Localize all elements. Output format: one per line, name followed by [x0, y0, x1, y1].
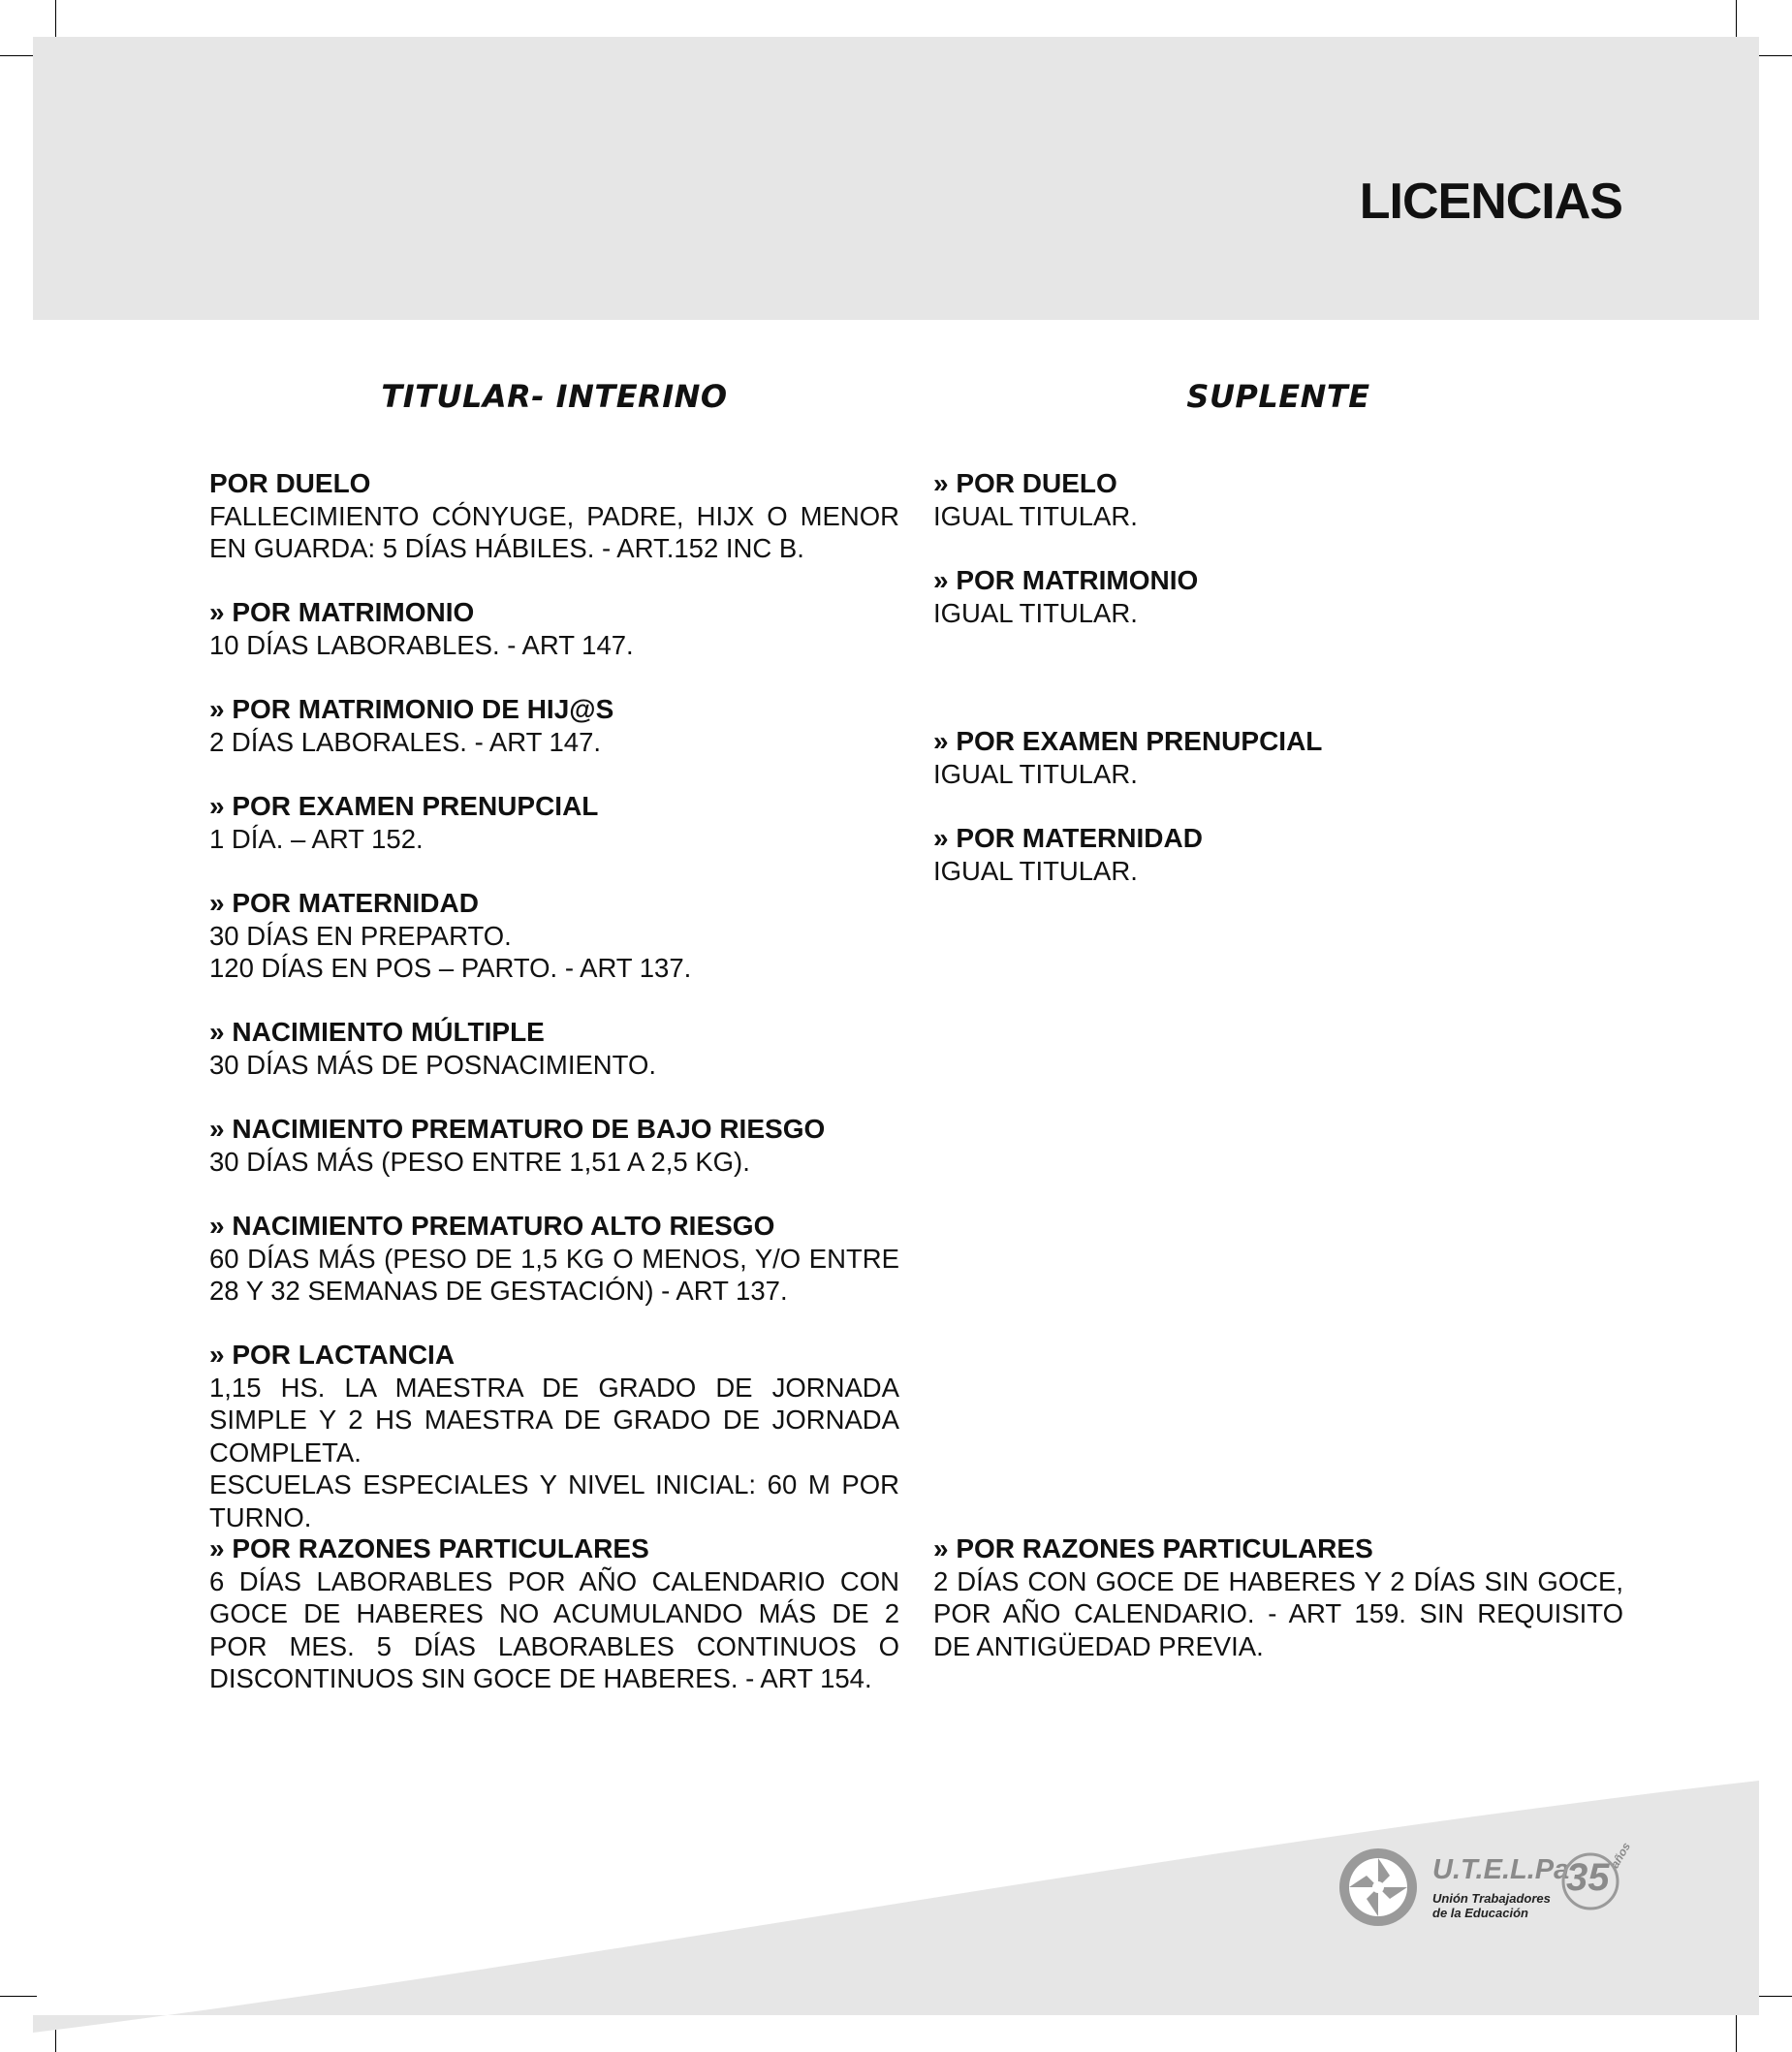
- entry-body: IGUAL TITULAR.: [933, 597, 1138, 628]
- entry-body: IGUAL TITULAR.: [933, 758, 1138, 789]
- entry-title: » POR EXAMEN PRENUPCIAL: [933, 726, 1323, 756]
- utelpa-emblem-icon: [1337, 1847, 1419, 1928]
- license-entry-por-lactancia: [209, 1339, 899, 1533]
- license-entry-por-matrimonio: [209, 596, 899, 661]
- entry-title: » POR MATRIMONIO: [209, 597, 475, 627]
- license-entry-por-duelo: [933, 467, 1623, 532]
- logo-name: U.T.E.L.Pa: [1432, 1854, 1570, 1885]
- license-entry-por-razones-particulares: [933, 1532, 1623, 1662]
- entry-title: » POR EXAMEN PRENUPCIAL: [209, 791, 599, 821]
- entry-title: » POR RAZONES PARTICULARES: [933, 1533, 1373, 1563]
- crop-mark: [1755, 55, 1792, 56]
- entry-body: IGUAL TITULAR.: [933, 500, 1138, 531]
- entry-title: » NACIMIENTO PREMATURO DE BAJO RIESGO: [209, 1114, 826, 1144]
- column-heading-suplente: SUPLENTE: [1186, 378, 1370, 415]
- entry-body: 30 DÍAS EN PREPARTO. 120 DÍAS EN POS – PARTO. - ART 137.: [209, 920, 692, 983]
- entry-body: 10 DÍAS LABORABLES. - ART 147.: [209, 629, 634, 660]
- license-entry-por-matrimonio: [933, 564, 1623, 629]
- logo-years-label: años: [1607, 1840, 1634, 1871]
- entry-body: FALLECIMIENTO CÓNYUGE, PADRE, HIJX O MENOR EN GUARDA: 5 DÍAS HÁBILES. - ART.152 INC B.: [209, 500, 899, 563]
- entry-body: IGUAL TITULAR.: [933, 855, 1138, 886]
- entry-title: » POR MATRIMONIO DE HIJ@S: [209, 694, 614, 724]
- entry-body: 1 DÍA. – ART 152.: [209, 823, 424, 854]
- license-entry-por-duelo: [209, 467, 899, 565]
- entry-body: 30 DÍAS MÁS (PESO ENTRE 1,51 A 2,5 KG).: [209, 1146, 750, 1177]
- entry-title: » POR DUELO: [933, 468, 1117, 498]
- column-heading-titular-interino: TITULAR- INTERINO: [381, 378, 728, 415]
- license-entry-por-maternidad: [209, 887, 899, 985]
- entry-title: » POR RAZONES PARTICULARES: [209, 1533, 649, 1563]
- crop-mark: [0, 55, 37, 56]
- license-entry-por-razones-particulares: [209, 1532, 899, 1695]
- crop-mark: [1736, 0, 1737, 37]
- license-entry-nacimiento-multiple: [209, 1016, 899, 1081]
- entry-body: 2 DÍAS CON GOCE DE HABERES Y 2 DÍAS SIN GOCE, POR AÑO CALENDARIO. - ART 159. SIN REQUISITO DE ANTIGÜEDAD PREVIA.: [933, 1565, 1623, 1661]
- license-entry-prematuro-bajo-riesgo: [209, 1113, 899, 1178]
- entry-body: 6 DÍAS LABORABLES POR AÑO CALENDARIO CON GOCE DE HABERES NO ACUMULANDO MÁS DE 2 POR MES. 5 DÍAS LABORABLES CONTINUOS O DISCONTINUOS SIN GOCE DE HABERES. - ART 154.: [209, 1565, 899, 1693]
- entry-title: » POR MATERNIDAD: [209, 888, 479, 918]
- entry-title: » POR MATRIMONIO: [933, 565, 1199, 595]
- entry-body: 1,15 HS. LA MAESTRA DE GRADO DE JORNADA SIMPLE Y 2 HS MAESTRA DE GRADO DE JORNADA COMPLETA. ESCUELAS ESPECIALES Y NIVEL INICIAL: 60 M POR TURNO.: [209, 1372, 899, 1532]
- entry-title: » POR LACTANCIA: [209, 1340, 456, 1370]
- entry-body: 30 DÍAS MÁS DE POSNACIMIENTO.: [209, 1049, 656, 1080]
- license-entry-por-examen-prenupcial: [933, 725, 1623, 790]
- utelpa-logo: [1337, 1840, 1648, 1943]
- logo-years: 35: [1566, 1856, 1610, 1899]
- license-entry-por-matrimonio-de-hijos: [209, 693, 899, 758]
- entry-body: 2 DÍAS LABORALES. - ART 147.: [209, 726, 602, 757]
- entry-title: » NACIMIENTO PREMATURO ALTO RIESGO: [209, 1211, 775, 1241]
- logo-subtitle: Unión Trabajadores de la Educación: [1432, 1891, 1551, 1920]
- page-title: LICENCIAS: [1359, 174, 1622, 230]
- license-entry-por-examen-prenupcial: [209, 790, 899, 855]
- license-entry-prematuro-alto-riesgo: [209, 1210, 899, 1308]
- entry-title: » POR MATERNIDAD: [933, 823, 1203, 853]
- entry-title: POR DUELO: [209, 468, 371, 498]
- license-entry-por-maternidad: [933, 822, 1623, 887]
- entry-title: » NACIMIENTO MÚLTIPLE: [209, 1017, 545, 1047]
- entry-body: 60 DÍAS MÁS (PESO DE 1,5 KG O MENOS, Y/O ENTRE 28 Y 32 SEMANAS DE GESTACIÓN) - ART 137.: [209, 1243, 899, 1306]
- crop-mark: [55, 0, 56, 37]
